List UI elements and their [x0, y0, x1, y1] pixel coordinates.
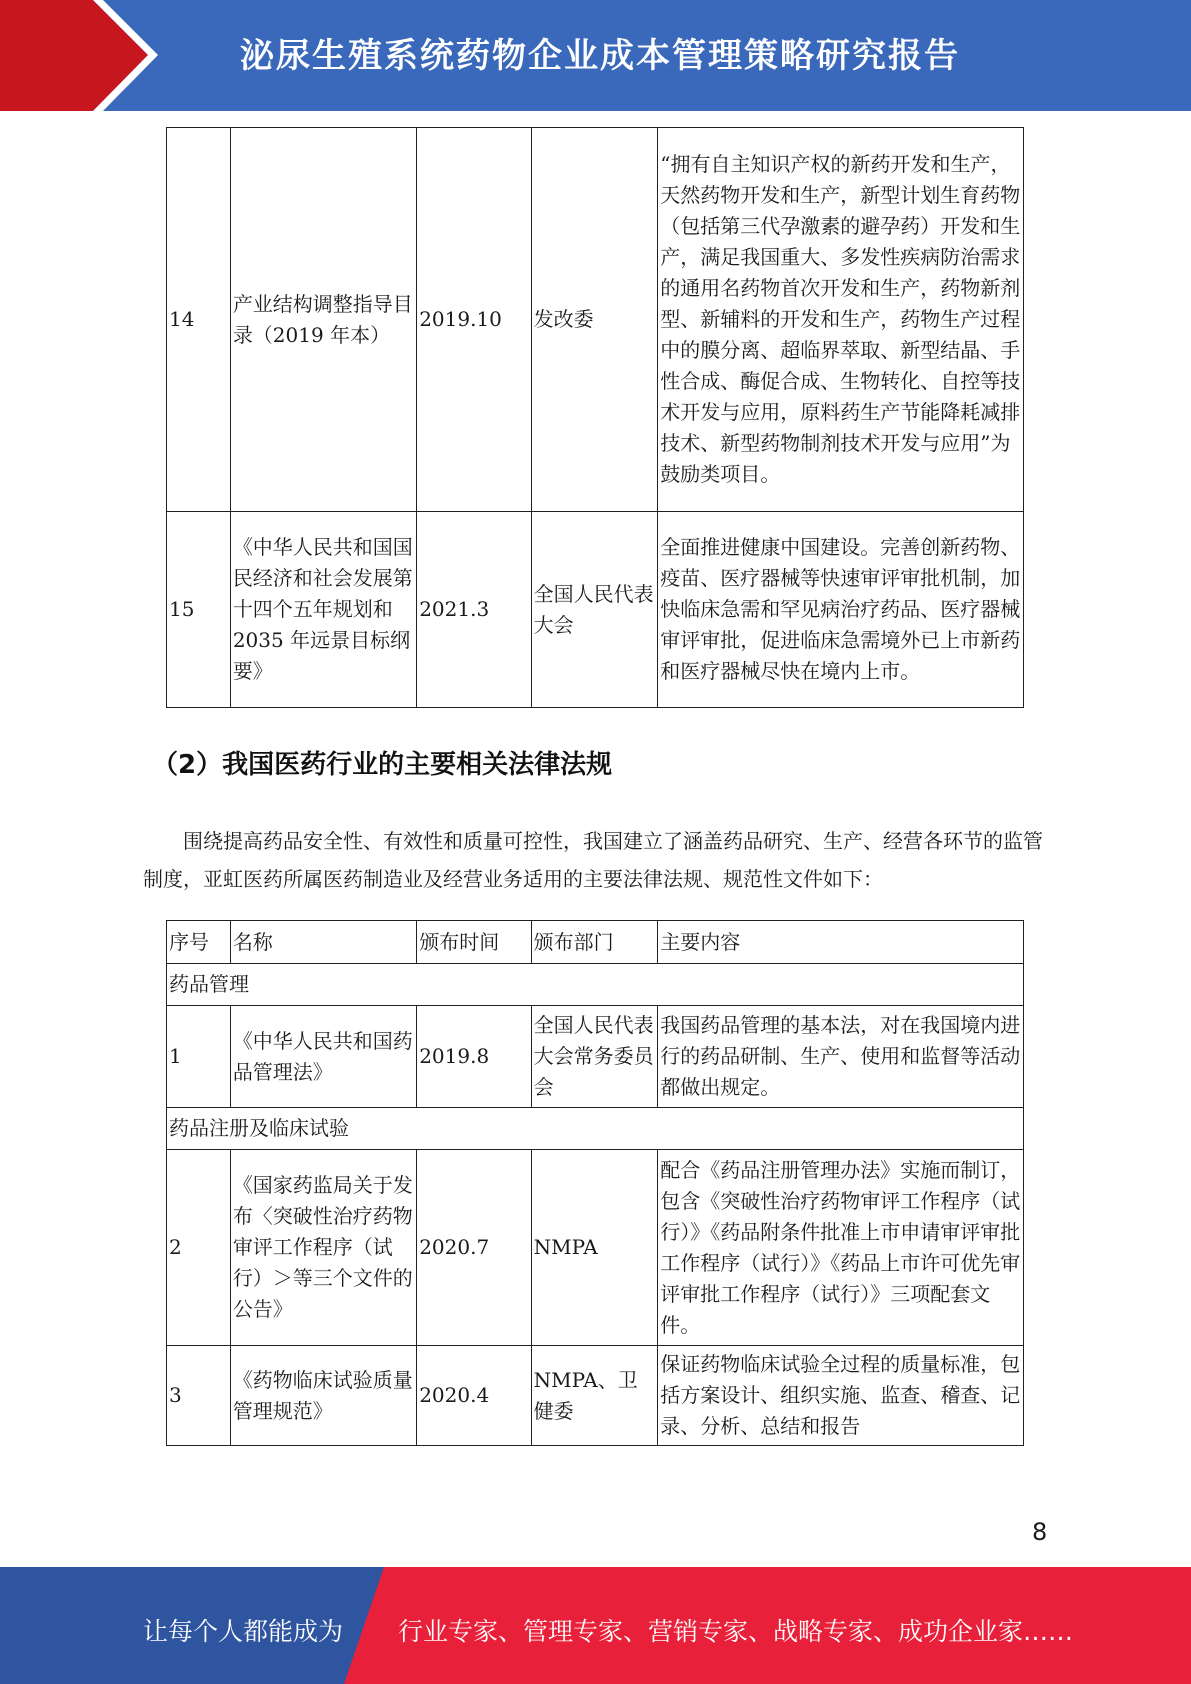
header-banner — [0, 0, 1191, 111]
table-header-row — [167, 921, 1024, 964]
section-label: 药品注册及临床试验 — [167, 1108, 1024, 1150]
issuing-department: 全国人民代表大会常务委员会 — [531, 1006, 658, 1108]
issuing-department: NMPA、卫健委 — [531, 1346, 658, 1446]
document-name: 《国家药监局关于发布〈突破性治疗药物审评工作程序（试行）＞等三个文件的公告》 — [230, 1150, 416, 1346]
document-name: 产业结构调整指导目录（2019 年本） — [230, 128, 416, 512]
row-number: 14 — [167, 128, 231, 512]
section-heading: （2）我国医药行业的主要相关法律法规 — [152, 750, 613, 780]
table-row — [167, 128, 1024, 512]
footer-slogan-right: 行业专家、管理专家、营销专家、战略专家、成功企业家…… — [398, 1617, 1074, 1646]
table-row — [167, 512, 1024, 708]
header-department: 颁布部门 — [531, 921, 658, 964]
table-section-row — [167, 1108, 1024, 1150]
main-content: “拥有自主知识产权的新药开发和生产，天然药物开发和生产，新型计划生育药物（包括第三代孕激素的避孕药）开发和生产，满足我国重大、多发性疾病防治需求的通用名药物首次开发和生产，药物新剂型、新辅料的开发和生产，药物生产过程中的膜分离、超临界萃取、新型结晶、手性合成、酶促合成、生物转化、自控等技术开发与应用，原料药生产节能降耗减排技术、新型药物制剂技术开发与应用”为鼓励类项目。 — [658, 128, 1024, 512]
issue-date: 2020.4 — [417, 1346, 531, 1446]
regulations-table — [166, 920, 1024, 1446]
row-number: 1 — [167, 1006, 231, 1108]
issue-date: 2019.8 — [417, 1006, 531, 1108]
table-row — [167, 1150, 1024, 1346]
row-number: 2 — [167, 1150, 231, 1346]
header-date: 颁布时间 — [417, 921, 531, 964]
main-content: 我国药品管理的基本法，对在我国境内进行的药品研制、生产、使用和监督等活动都做出规定。 — [658, 1006, 1024, 1108]
document-name: 《中华人民共和国国民经济和社会发展第十四个五年规划和 2035 年远景目标纲要》 — [230, 512, 416, 708]
policy-table-continued — [166, 127, 1024, 708]
document-name: 《药物临床试验质量管理规范》 — [230, 1346, 416, 1446]
table-row — [167, 1346, 1024, 1446]
main-content: 配合《药品注册管理办法》实施而制订，包含《突破性治疗药物审评工作程序（试行）》《药品附条件批准上市申请审评审批工作程序（试行）》《药品上市许可优先审评审批工作程序（试行）》三项配套文件。 — [658, 1150, 1024, 1346]
issue-date: 2021.3 — [417, 512, 531, 708]
issue-date: 2020.7 — [417, 1150, 531, 1346]
issuing-department: 全国人民代表大会 — [531, 512, 658, 708]
main-content: 全面推进健康中国建设。完善创新药物、疫苗、医疗器械等快速审评审批机制，加快临床急需和罕见病治疗药品、医疗器械审评审批，促进临床急需境外已上市新药和医疗器械尽快在境内上市。 — [658, 512, 1024, 708]
header-name: 名称 — [230, 921, 416, 964]
issuing-department: NMPA — [531, 1150, 658, 1346]
table-row — [167, 1006, 1024, 1108]
report-title: 泌尿生殖系统药物企业成本管理策略研究报告 — [240, 36, 960, 76]
body-paragraph: 围绕提高药品安全性、有效性和质量可控性，我国建立了涵盖药品研究、生产、经营各环节的监管制度，亚虹医药所属医药制造业及经营业务适用的主要法律法规、规范性文件如下： — [143, 829, 1043, 891]
main-content: 保证药物临床试验全过程的质量标准，包括方案设计、组织实施、监查、稽查、记录、分析、总结和报告 — [658, 1346, 1024, 1446]
issue-date: 2019.10 — [417, 128, 531, 512]
document-name: 《中华人民共和国药品管理法》 — [230, 1006, 416, 1108]
footer-slogan-left: 让每个人都能成为 — [143, 1617, 344, 1646]
row-number: 15 — [167, 512, 231, 708]
issuing-department: 发改委 — [531, 128, 658, 512]
table-section-row — [167, 964, 1024, 1006]
row-number: 3 — [167, 1346, 231, 1446]
page-number: 8 — [1032, 1518, 1048, 1546]
header-number: 序号 — [167, 921, 231, 964]
section-label: 药品管理 — [167, 964, 1024, 1006]
header-content: 主要内容 — [658, 921, 1024, 964]
